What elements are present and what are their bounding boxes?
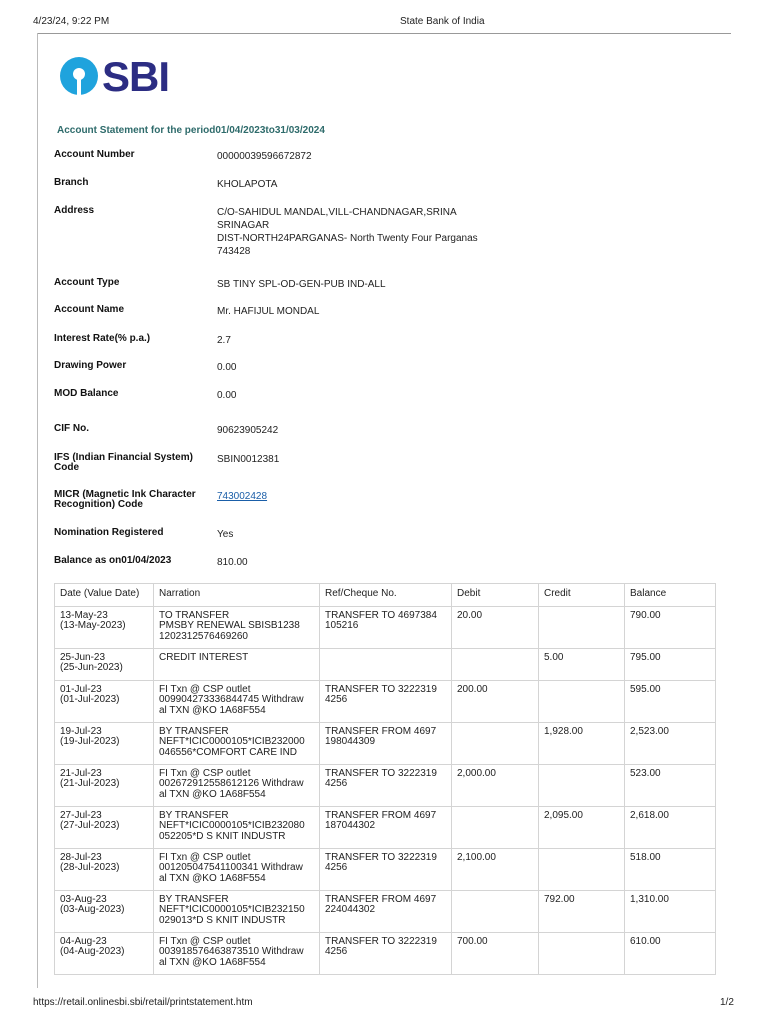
cell-ref-line: TRANSFER TO 4697384 <box>325 609 437 621</box>
col-header-narration: Narration <box>154 584 320 607</box>
transactions-header-row <box>55 584 716 607</box>
cell-balance: 2,618.00 <box>625 806 716 848</box>
cell-date-line: (27-Jul-2023) <box>60 820 120 831</box>
cell-narration <box>154 648 320 680</box>
cell-narration-line: 009904273336844745 Withdraw <box>159 694 304 705</box>
cell-ref <box>320 722 452 764</box>
cell-date-line: (13-May-2023) <box>60 620 126 631</box>
cell-narration <box>154 806 320 848</box>
cell-date <box>55 764 154 806</box>
col-header-balance: Balance <box>625 584 716 607</box>
info-value-line: 810.00 <box>217 557 248 568</box>
info-value-line: SRINAGAR <box>217 220 270 231</box>
cell-date-line: (19-Jul-2023) <box>60 736 120 747</box>
info-label: Branch <box>54 177 89 188</box>
cell-ref-line: TRANSFER TO 3222319 <box>325 935 437 947</box>
cell-narration-line: 046556*COMFORT CARE IND <box>159 746 298 758</box>
cell-ref-line: TRANSFER TO 3222319 <box>325 851 437 863</box>
info-value <box>217 424 507 437</box>
cell-balance: 523.00 <box>625 764 716 806</box>
cell-debit: 700.00 <box>452 932 539 974</box>
cell-narration-line: 001205047541100341 Withdraw <box>159 862 303 873</box>
print-footer-url: https://retail.onlinesbi.sbi/retail/printstatement.htm <box>33 997 253 1008</box>
cell-narration-line: NEFT*ICIC0000105*ICIB232080 <box>159 820 305 831</box>
cell-ref-line: TRANSFER TO 3222319 <box>325 767 437 779</box>
info-value-line: SBIN0012381 <box>217 454 280 465</box>
cell-narration-line: FI Txn @ CSP outlet <box>159 767 251 779</box>
cell-ref <box>320 648 452 680</box>
cell-date <box>55 648 154 680</box>
micr-code-link[interactable]: 743002428 <box>217 491 268 502</box>
info-value <box>217 361 507 374</box>
print-header-datetime: 4/23/24, 9:22 PM <box>33 16 110 27</box>
cell-date-line: (04-Aug-2023) <box>60 946 125 957</box>
cell-credit <box>539 764 625 806</box>
cell-ref-line: TRANSFER FROM 4697 <box>325 809 437 821</box>
cell-credit <box>539 680 625 722</box>
cell-narration-line: TO TRANSFER <box>159 609 230 621</box>
cell-narration-line: 029013*D S KNIT INDUSTR <box>159 914 286 926</box>
cell-narration-line: NEFT*ICIC0000105*ICIB232000 <box>159 736 305 747</box>
info-value <box>217 178 507 191</box>
cell-date <box>55 606 154 648</box>
transactions-table <box>54 583 716 975</box>
cell-ref <box>320 890 452 932</box>
cell-credit: 5.00 <box>539 648 625 680</box>
cell-date <box>55 932 154 974</box>
cell-credit <box>539 932 625 974</box>
cell-narration-line: BY TRANSFER <box>159 725 229 737</box>
info-value-line: DIST-NORTH24PARGANAS- North Twenty Four Parganas <box>217 233 478 244</box>
cell-narration <box>154 680 320 722</box>
cell-credit: 2,095.00 <box>539 806 625 848</box>
left-border <box>37 33 38 988</box>
table-row <box>55 806 716 848</box>
info-value <box>217 150 507 163</box>
cell-credit <box>539 606 625 648</box>
info-value-line: Yes <box>217 529 234 540</box>
cell-debit: 2,100.00 <box>452 848 539 890</box>
logo-text: SBI <box>102 53 170 100</box>
cell-narration-line: FI Txn @ CSP outlet <box>159 683 251 695</box>
cell-credit <box>539 848 625 890</box>
cell-narration-line: BY TRANSFER <box>159 809 229 821</box>
cell-ref-line: TRANSFER FROM 4697 <box>325 893 437 905</box>
col-header-credit: Credit <box>539 584 625 607</box>
cell-ref-line: 4256 <box>325 946 348 957</box>
cell-date-line: 03-Aug-23 <box>60 893 107 905</box>
cell-debit: 200.00 <box>452 680 539 722</box>
cell-narration-line: al TXN @KO 1A68F554 <box>159 872 266 884</box>
cell-balance: 2,523.00 <box>625 722 716 764</box>
info-label: CIF No. <box>54 423 89 434</box>
cell-ref <box>320 932 452 974</box>
cell-ref-line: 198044309 <box>325 736 376 747</box>
info-label: Interest Rate(% p.a.) <box>54 333 151 344</box>
cell-balance: 595.00 <box>625 680 716 722</box>
col-header-date: Date (Value Date) <box>55 584 154 607</box>
cell-date <box>55 848 154 890</box>
cell-balance: 795.00 <box>625 648 716 680</box>
cell-date-line: 01-Jul-23 <box>60 683 102 695</box>
info-value <box>217 305 507 318</box>
cell-balance: 610.00 <box>625 932 716 974</box>
cell-balance: 1,310.00 <box>625 890 716 932</box>
table-row <box>55 890 716 932</box>
table-row <box>55 764 716 806</box>
cell-narration-line: FI Txn @ CSP outlet <box>159 935 251 947</box>
cell-date-line: 27-Jul-23 <box>60 809 102 821</box>
cell-debit <box>452 890 539 932</box>
cell-date-line: (21-Jul-2023) <box>60 778 120 789</box>
info-value <box>217 278 507 291</box>
info-value <box>217 556 507 569</box>
cell-date <box>55 890 154 932</box>
cell-narration-line: al TXN @KO 1A68F554 <box>159 956 266 968</box>
info-label: Account Type <box>54 277 120 288</box>
cell-narration-line: PMSBY RENEWAL SBISB1238 <box>159 620 300 631</box>
sbi-keyhole-logo-icon <box>60 57 98 95</box>
cell-balance: 518.00 <box>625 848 716 890</box>
info-value-line: 0.00 <box>217 390 237 401</box>
cell-ref-line: TRANSFER FROM 4697 <box>325 725 437 737</box>
info-label: Account Name <box>54 304 125 315</box>
col-header-debit: Debit <box>452 584 539 607</box>
info-value <box>217 206 507 258</box>
info-label: Drawing Power <box>54 360 127 371</box>
cell-narration <box>154 848 320 890</box>
cell-date <box>55 680 154 722</box>
cell-narration-line: 002672912558612126 Withdraw <box>159 778 304 789</box>
cell-date-line: 25-Jun-23 <box>60 651 106 663</box>
table-row <box>55 648 716 680</box>
cell-narration-line: 052205*D S KNIT INDUSTR <box>159 830 286 842</box>
cell-date-line: (01-Jul-2023) <box>60 694 120 705</box>
info-label: MICR (Magnetic Ink Character Recognition) Code <box>54 489 196 510</box>
cell-narration <box>154 722 320 764</box>
cell-narration <box>154 890 320 932</box>
cell-date-line: 19-Jul-23 <box>60 725 102 737</box>
cell-narration <box>154 764 320 806</box>
info-label: Balance as on01/04/2023 <box>54 555 172 566</box>
info-label: MOD Balance <box>54 388 119 399</box>
cell-date <box>55 722 154 764</box>
cell-narration-line: BY TRANSFER <box>159 893 229 905</box>
cell-date <box>55 806 154 848</box>
cell-ref-line: 4256 <box>325 778 348 789</box>
info-value <box>217 389 507 402</box>
info-value-line: 2.7 <box>217 335 231 346</box>
cell-narration-line: CREDIT INTEREST <box>159 651 249 663</box>
table-row <box>55 848 716 890</box>
cell-ref-line: 105216 <box>325 620 359 631</box>
info-value-line: KHOLAPOTA <box>217 179 278 190</box>
info-value-line: Mr. HAFIJUL MONDAL <box>217 306 320 317</box>
info-label: Nomination Registered <box>54 527 164 538</box>
table-row <box>55 932 716 974</box>
cell-ref <box>320 806 452 848</box>
info-label: Address <box>54 205 95 216</box>
cell-ref-line: 187044302 <box>325 820 376 831</box>
cell-balance: 790.00 <box>625 606 716 648</box>
cell-date-line: 13-May-23 <box>60 609 108 621</box>
info-value[interactable] <box>217 490 507 503</box>
cell-ref-line: 4256 <box>325 862 348 873</box>
cell-debit: 2,000.00 <box>452 764 539 806</box>
cell-date-line: 21-Jul-23 <box>60 767 102 779</box>
cell-narration-line: al TXN @KO 1A68F554 <box>159 788 266 800</box>
cell-date-line: (28-Jul-2023) <box>60 862 120 873</box>
info-label: IFS (Indian Financial System) Code <box>54 452 193 473</box>
cell-credit: 1,928.00 <box>539 722 625 764</box>
cell-date-line: (03-Aug-2023) <box>60 904 125 915</box>
cell-narration-line: NEFT*ICIC0000105*ICIB232150 <box>159 904 305 915</box>
cell-date-line: 28-Jul-23 <box>60 851 102 863</box>
cell-narration-line: FI Txn @ CSP outlet <box>159 851 251 863</box>
cell-ref <box>320 764 452 806</box>
cell-ref <box>320 848 452 890</box>
print-footer-page: 1/2 <box>720 997 734 1008</box>
cell-ref-line: TRANSFER TO 3222319 <box>325 683 437 695</box>
info-value-line: SB TINY SPL-OD-GEN-PUB IND-ALL <box>217 279 386 290</box>
cell-debit <box>452 806 539 848</box>
cell-narration <box>154 606 320 648</box>
info-value <box>217 334 507 347</box>
cell-date-line: 04-Aug-23 <box>60 935 107 947</box>
info-value-line: 0.00 <box>217 362 237 373</box>
statement-title: Account Statement for the period01/04/2023to31/03/2024 <box>57 125 325 136</box>
cell-ref-line: 224044302 <box>325 904 376 915</box>
print-header-title: State Bank of India <box>400 16 485 27</box>
info-label: Account Number <box>54 149 135 160</box>
cell-debit <box>452 648 539 680</box>
info-value <box>217 528 507 541</box>
cell-narration-line: 003918576463873510 Withdraw <box>159 946 304 957</box>
cell-credit: 792.00 <box>539 890 625 932</box>
cell-narration <box>154 932 320 974</box>
table-row <box>55 722 716 764</box>
table-row <box>55 680 716 722</box>
table-row <box>55 606 716 648</box>
cell-debit: 20.00 <box>452 606 539 648</box>
cell-ref-line: 4256 <box>325 694 348 705</box>
info-value-line: 90623905242 <box>217 425 279 436</box>
cell-ref <box>320 680 452 722</box>
info-value <box>217 453 507 466</box>
cell-debit <box>452 722 539 764</box>
cell-date-line: (25-Jun-2023) <box>60 662 123 673</box>
col-header-ref: Ref/Cheque No. <box>320 584 452 607</box>
cell-ref <box>320 606 452 648</box>
info-value-line: C/O-SAHIDUL MANDAL,VILL-CHANDNAGAR,SRINA <box>217 207 457 218</box>
cell-narration-line: al TXN @KO 1A68F554 <box>159 704 266 716</box>
info-value-line: 743428 <box>217 246 251 257</box>
info-value-line: 00000039596672872 <box>217 151 312 162</box>
header-rule <box>37 33 731 34</box>
cell-narration-line: 1202312576469260 <box>159 630 248 642</box>
